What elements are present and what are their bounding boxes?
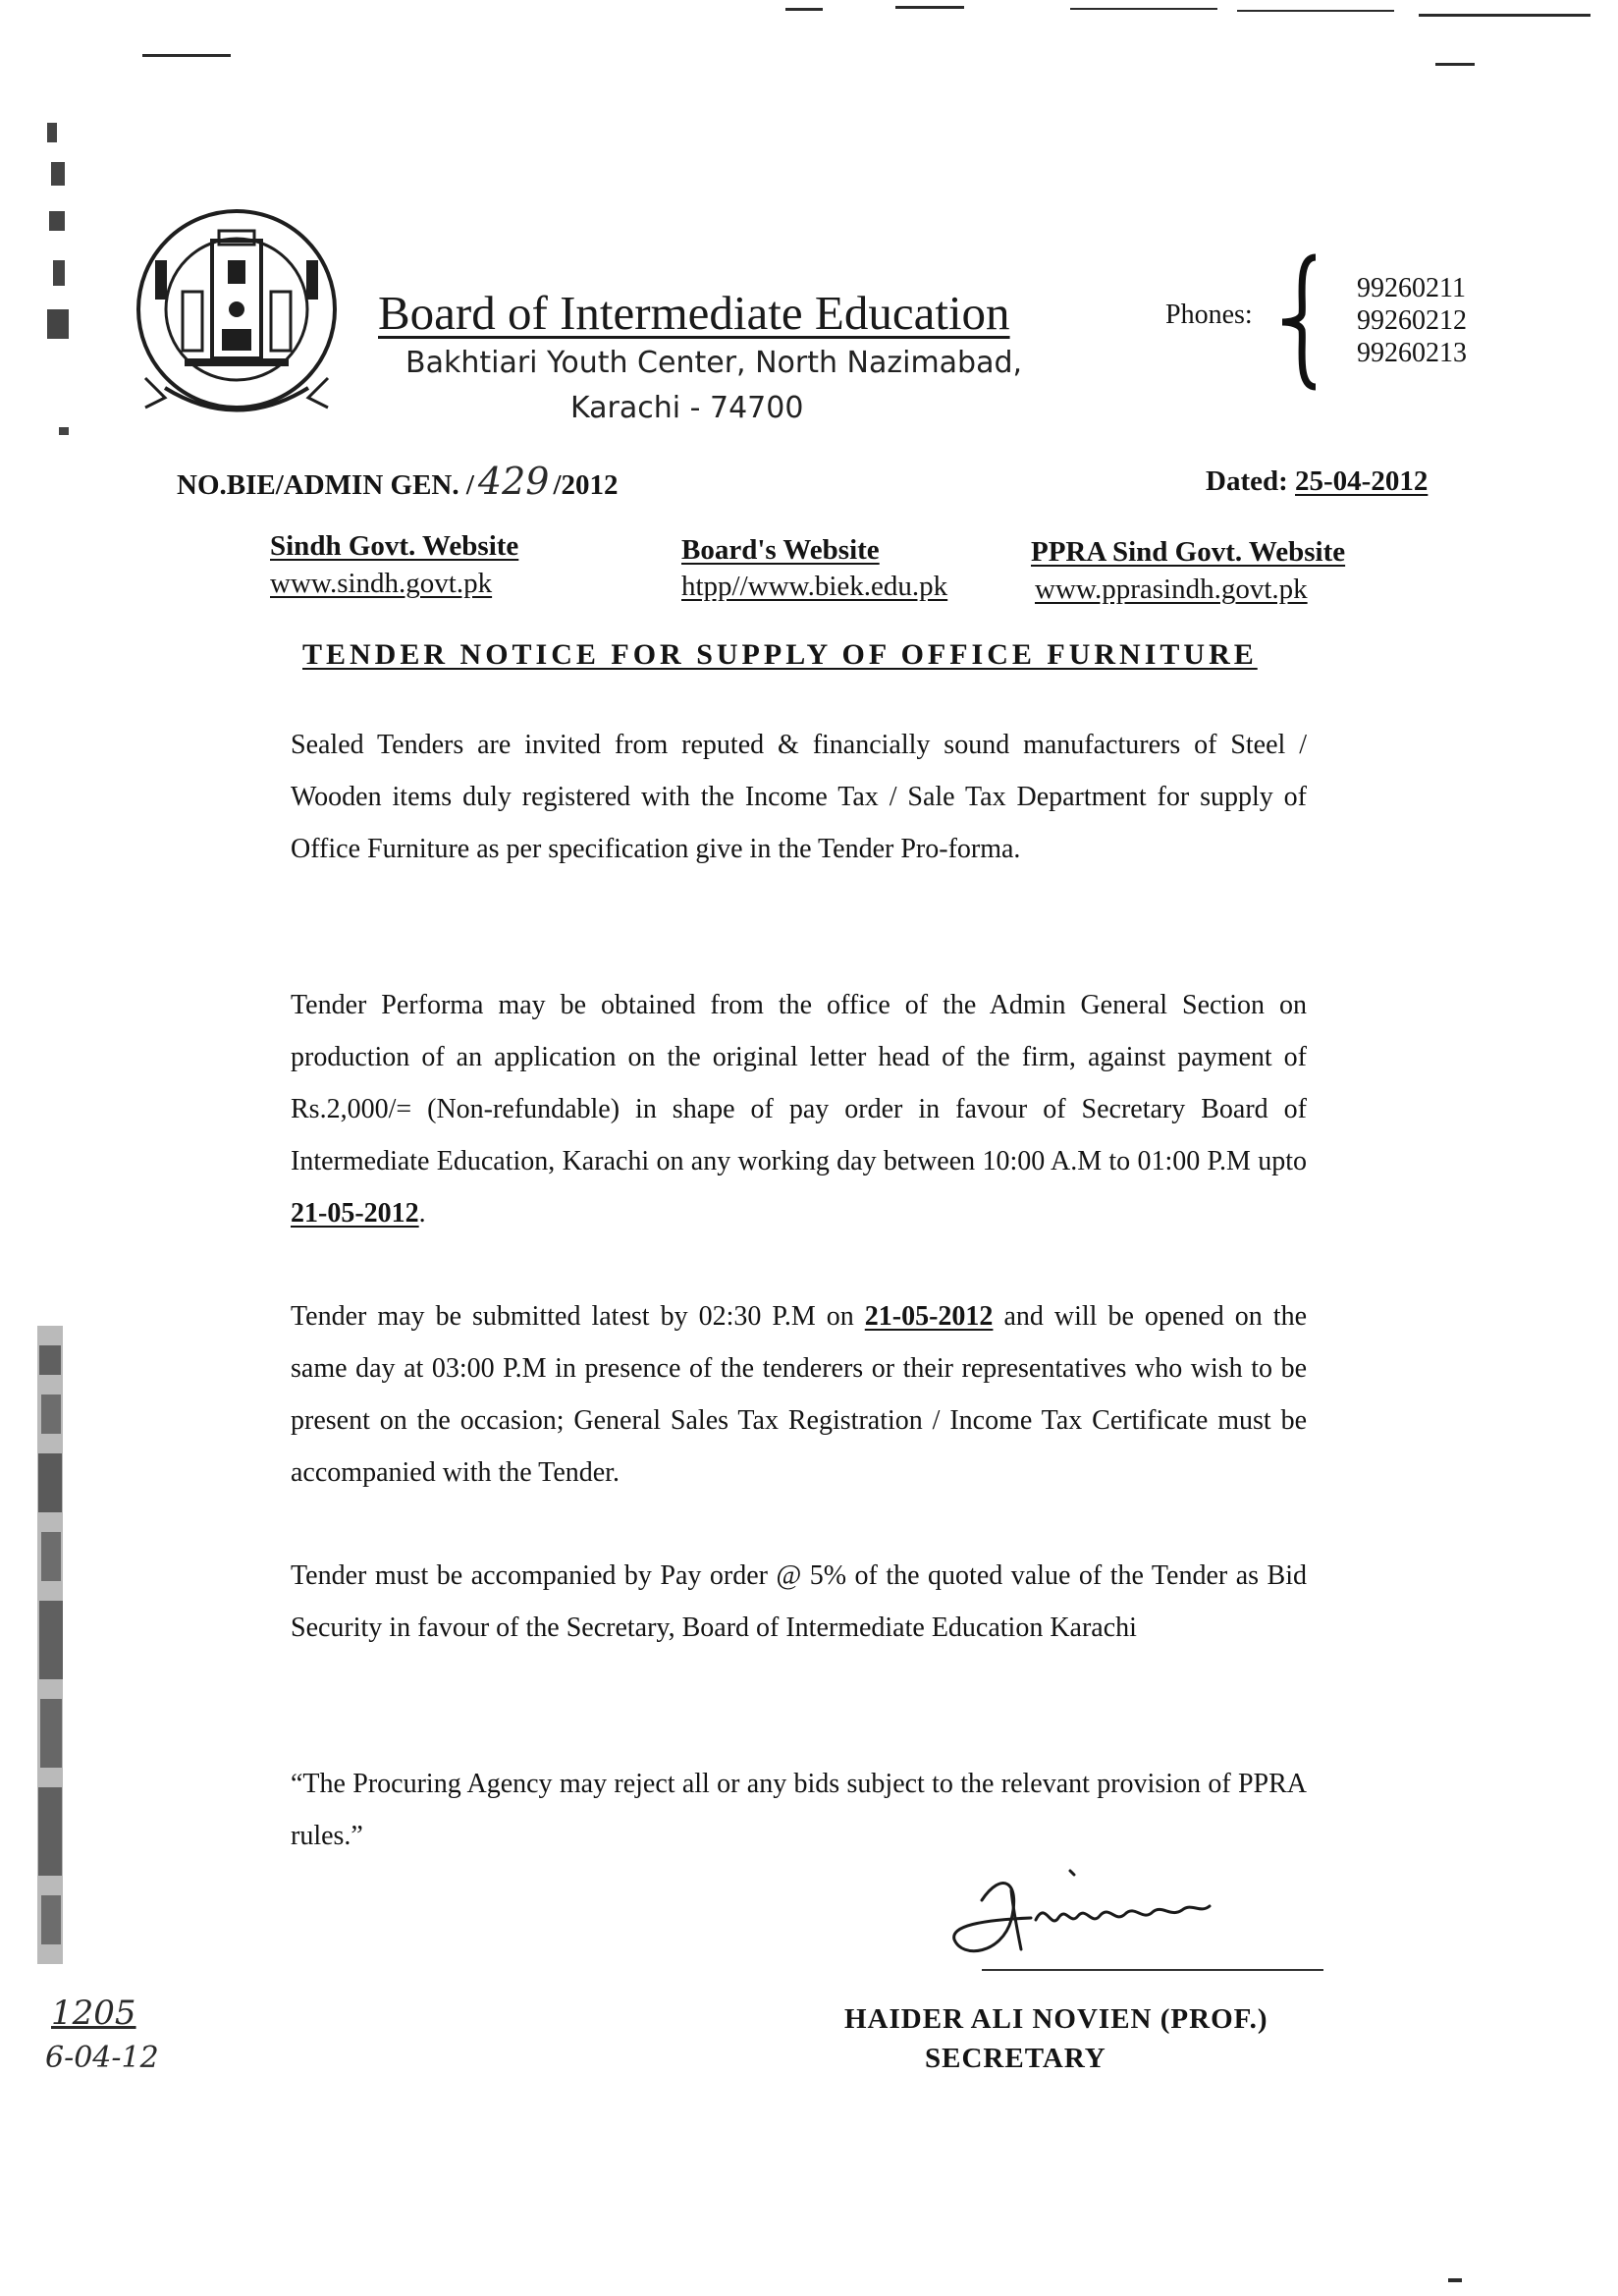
- paragraph-performa: [291, 979, 1307, 1239]
- scan-noise: [1237, 10, 1394, 12]
- dated-value: 25-04-2012: [1295, 465, 1429, 497]
- address-line-1: Bakhtiari Youth Center, North Nazimabad,: [405, 346, 1023, 380]
- scan-noise: [142, 54, 231, 57]
- binding-strip-icon: [29, 1326, 75, 1964]
- paragraph-submission: [291, 1290, 1307, 1499]
- paragraph-text: .: [418, 1198, 426, 1229]
- handwritten-signature-icon: [943, 1861, 1296, 1969]
- paragraph-invitation: Sealed Tenders are invited from reputed & financially sound manufacturers of Steel / Wooden items duly registered with the Income Tax / Sale Tax Department for supply of Office Furniture as per specification give in the Tender Pro-forma.: [291, 730, 1307, 864]
- signatory-name: HAIDER ALI NOVIEN (PROF.): [844, 2003, 1268, 2035]
- submission-date: 21-05-2012: [864, 1301, 994, 1332]
- paragraph-ppra-rules: “The Procuring Agency may reject all or any bids subject to the relevant provision of PPRA rules.”: [291, 1769, 1307, 1851]
- scan-noise: [1435, 63, 1475, 66]
- scan-speckle-icon: [39, 123, 88, 437]
- reference-prefix: NO.BIE/ADMIN GEN. /: [177, 469, 474, 501]
- website-title-ppra: PPRA Sind Govt. Website: [1031, 536, 1346, 568]
- website-url-ppra[interactable]: www.pprasindh.govt.pk: [1035, 574, 1308, 605]
- phones-label: Phones:: [1165, 300, 1253, 330]
- deadline-date: 21-05-2012: [291, 1198, 419, 1229]
- scan-noise: [1070, 8, 1217, 10]
- paragraph-text: Tender Performa may be obtained from the office of the Admin General Section on production of an application on the original letter head of the firm, against payment of Rs.2,000/= (Non-refundable) in shape of pay order in favour of Secretary Board of Intermediate Education, Karachi on any working day between 10:00 A.M to 01:00 P.M upto: [291, 990, 1307, 1176]
- dated: [1206, 465, 1428, 498]
- signature-line: [982, 1969, 1323, 1971]
- website-url-board[interactable]: htpp//www.biek.edu.pk: [681, 571, 948, 602]
- paragraph-text: Tender may be submitted latest by 02:30 P.M on: [291, 1301, 854, 1332]
- emblem-seal-icon: [126, 201, 348, 437]
- scan-noise: [1448, 2278, 1462, 2282]
- curly-brace-icon: [1276, 253, 1327, 391]
- notice-title: TENDER NOTICE FOR SUPPLY OF OFFICE FURNITURE: [302, 638, 1258, 671]
- website-title-sindh: Sindh Govt. Website: [270, 530, 519, 562]
- website-url-sindh[interactable]: www.sindh.govt.pk: [270, 568, 493, 599]
- reference-number: [177, 460, 619, 503]
- reference-suffix: /2012: [553, 469, 619, 501]
- diary-number: 1205: [51, 1994, 136, 2033]
- reference-handwritten-number: 429: [477, 460, 550, 503]
- phone-number: 99260212: [1357, 305, 1467, 336]
- scan-noise: [1419, 14, 1591, 17]
- paragraph-text: and will be opened on the same day at 03:00 P.M in presence of the tenderers or their representatives who wish to be present on the occasion; General Sales Tax Registration / Income Tax Certificate must be accompanied with the Tender.: [291, 1301, 1308, 1488]
- diary-date: 6-04-12: [45, 2041, 159, 2075]
- scan-noise: [895, 6, 964, 9]
- dated-label: Dated:: [1206, 465, 1288, 497]
- org-name: Board of Intermediate Education: [378, 286, 1010, 340]
- paragraph-bid-security: Tender must be accompanied by Pay order @ 5% of the quoted value of the Tender as Bid Security in favour of the Secretary, Board of Intermediate Education Karachi: [291, 1560, 1307, 1643]
- phone-number: 99260213: [1357, 338, 1467, 368]
- signatory-title: SECRETARY: [925, 2043, 1106, 2074]
- scan-noise: [785, 8, 823, 11]
- phone-number: 99260211: [1357, 273, 1466, 303]
- website-title-board: Board's Website: [681, 534, 880, 566]
- address-line-2: Karachi - 74700: [570, 391, 804, 425]
